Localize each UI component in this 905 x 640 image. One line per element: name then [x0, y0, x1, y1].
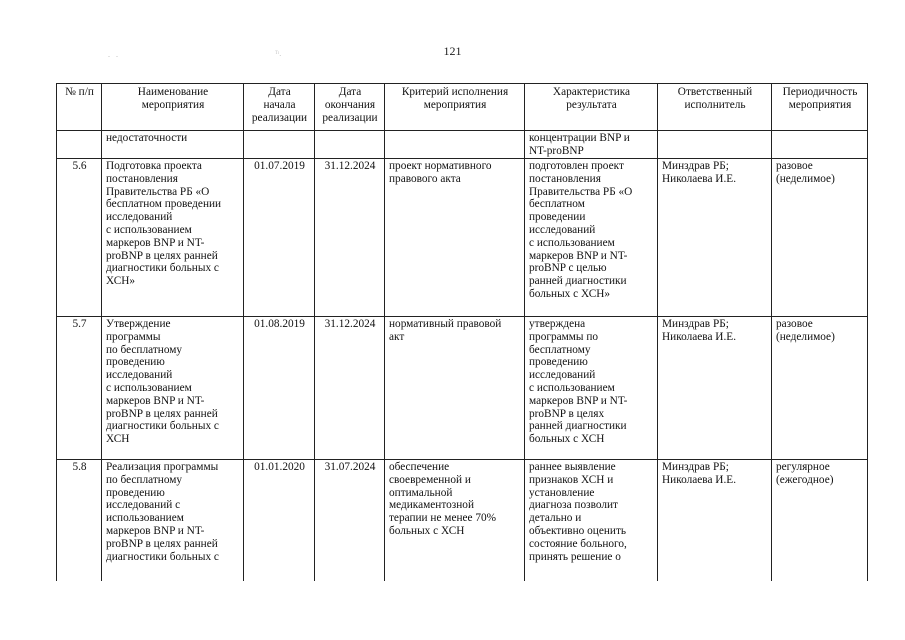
header-criterion: Критерий исполнения мероприятия [385, 84, 525, 131]
cell-start-date: 01.07.2019 [244, 159, 315, 317]
cell-result: утверждена программы по бесплатному проведению исследований с использованием маркеров BNP и NT- proBNP в целях ранней диагностики больных с ХСН [525, 317, 658, 460]
cell-empty [658, 131, 772, 159]
scan-artifact: . . [108, 50, 120, 59]
header-number: № п/п [57, 84, 102, 131]
cell-end-date: 31.07.2024 [315, 460, 385, 581]
table-header-row [57, 84, 868, 131]
cell-responsible: Минздрав РБ; Николаева И.Е. [658, 460, 772, 581]
cell-result: концентрации BNP и NT-proBNP [525, 131, 658, 159]
header-start-date: Дата начала реализации [244, 84, 315, 131]
cell-result: раннее выявление признаков ХСН и установление диагноза позволит детально и объективно оценить состояние больного, принять решение о [525, 460, 658, 581]
header-end-date: Дата окончания реализации [315, 84, 385, 131]
cell-empty [772, 131, 868, 159]
cell-activity-name: Утверждение программы по бесплатному проведению исследований с использованием маркеров BNP и NT- proBNP в целях ранней диагностики больных с ХСН [102, 317, 244, 460]
cell-responsible: Минздрав РБ; Николаева И.Е. [658, 159, 772, 317]
cell-number: 5.8 [57, 460, 102, 581]
cell-criterion: обеспечение своевременной и оптимальной медикаментозной терапии не менее 70% больных с ХСН [385, 460, 525, 581]
cell-number: 5.6 [57, 159, 102, 317]
cell-end-date: 31.12.2024 [315, 159, 385, 317]
header-responsible: Ответственный исполнитель [658, 84, 772, 131]
table-row [57, 317, 868, 460]
cell-empty [315, 131, 385, 159]
cell-criterion: нормативный правовой акт [385, 317, 525, 460]
header-periodicity: Периодичность мероприятия [772, 84, 868, 131]
cell-activity-name: Реализация программы по бесплатному проведению исследований с использованием маркеров BNP и NT- proBNP в целях ранней диагностики больных с [102, 460, 244, 581]
cell-periodicity: разовое (неделимое) [772, 317, 868, 460]
cell-empty [244, 131, 315, 159]
cell-activity-name: недостаточности [102, 131, 244, 159]
table-row [57, 159, 868, 317]
header-result: Характеристика результата [525, 84, 658, 131]
cell-activity-name: Подготовка проекта постановления Правительства РБ «О бесплатном проведении исследований с использованием маркеров BNP и NT- proBNP в целях ранней диагностики больных с ХСН» [102, 159, 244, 317]
action-plan-table [56, 83, 868, 581]
header-activity-name: Наименование мероприятия [102, 84, 244, 131]
cell-start-date: 01.01.2020 [244, 460, 315, 581]
cell-number: 5.7 [57, 317, 102, 460]
table-row-continuation [57, 131, 868, 159]
cell-end-date: 31.12.2024 [315, 317, 385, 460]
cell-empty [385, 131, 525, 159]
cell-periodicity: разовое (неделимое) [772, 159, 868, 317]
cell-empty [57, 131, 102, 159]
cell-result: подготовлен проект постановления Правительства РБ «О бесплатном проведении исследований с использованием маркеров BNP и NT- proBNP с целью ранней диагностики больных с ХСН» [525, 159, 658, 317]
page-number: 121 [443, 44, 462, 58]
scan-artifact: ᵀᶦ. [275, 49, 282, 58]
table-row [57, 460, 868, 581]
cell-responsible: Минздрав РБ; Николаева И.Е. [658, 317, 772, 460]
cell-start-date: 01.08.2019 [244, 317, 315, 460]
cell-criterion: проект нормативного правового акта [385, 159, 525, 317]
cell-periodicity: регулярное (ежегодное) [772, 460, 868, 581]
